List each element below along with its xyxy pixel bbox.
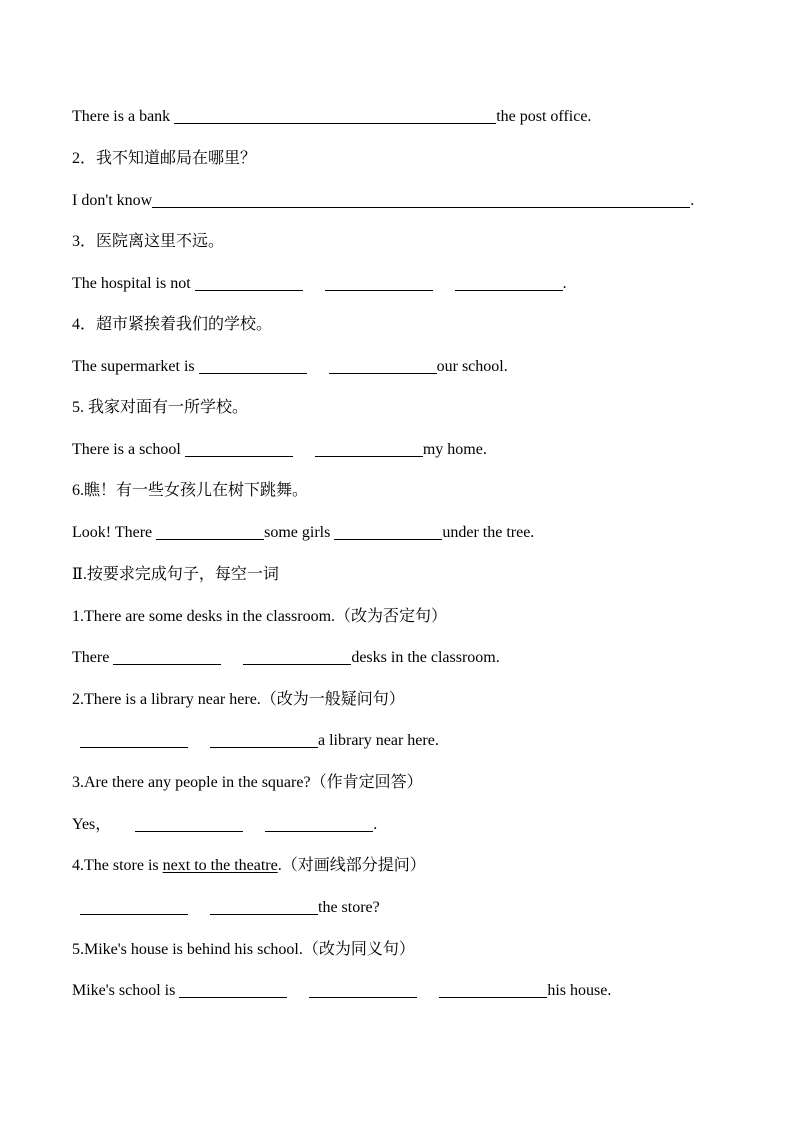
question-2: 2．我不知道邮局在哪里？ <box>72 150 257 167</box>
sentence-prefix: I don't know <box>72 192 153 209</box>
answer-blank[interactable] <box>152 191 690 208</box>
section-2-heading: Ⅱ.按要求完成句子，每空一词 <box>72 566 279 583</box>
sentence-prefix: There is a school <box>72 441 185 458</box>
exercise-line-5 <box>72 439 734 461</box>
sentence-prefix: There <box>72 649 114 666</box>
answer-blank[interactable] <box>80 898 188 915</box>
section-2-answer-1 <box>72 647 734 669</box>
answer-blank[interactable] <box>195 274 303 291</box>
section-2-question-2: 2.There is a library near here.（改为一般疑问句） <box>72 691 405 708</box>
sentence-prefix: There is a bank <box>72 108 175 125</box>
sentence-suffix: . <box>690 192 695 209</box>
answer-blank[interactable] <box>80 731 188 748</box>
question-3: 3．医院离这里不远。 <box>72 233 225 250</box>
sentence-suffix: . <box>562 275 567 292</box>
sentence-prefix: Mike's school is <box>72 982 180 999</box>
sentence-suffix: a library near here. <box>318 732 439 749</box>
answer-blank[interactable] <box>329 357 437 374</box>
underlined-phrase: next to the theatre <box>162 857 278 874</box>
section-2-answer-5 <box>72 980 734 1002</box>
sentence-suffix: his house. <box>547 982 612 999</box>
answer-blank[interactable] <box>199 357 307 374</box>
sentence-prefix: The supermarket is <box>72 358 199 375</box>
sentence-suffix: under the tree. <box>442 524 535 541</box>
question-after: .（对画线部分提问） <box>277 857 426 874</box>
sentence-prefix: Look! There <box>72 524 157 541</box>
sentence-suffix: the store? <box>318 899 380 916</box>
answer-blank[interactable] <box>334 523 442 540</box>
sentence-suffix: the post office. <box>496 108 592 125</box>
section-2-question-5: 5.Mike's house is behind his school.（改为同义句） <box>72 941 415 958</box>
section-2-answer-2 <box>72 730 734 752</box>
sentence-suffix: desks in the classroom. <box>351 649 500 666</box>
answer-blank[interactable] <box>439 981 547 998</box>
sentence-suffix: my home. <box>422 441 487 458</box>
exercise-line-2 <box>72 190 734 212</box>
answer-blank[interactable] <box>135 815 243 832</box>
answer-blank[interactable] <box>156 523 264 540</box>
answer-blank[interactable] <box>179 981 287 998</box>
answer-blank[interactable] <box>455 274 563 291</box>
question-5: 5. 我家对面有一所学校。 <box>72 399 249 416</box>
exercise-line-3 <box>72 273 734 295</box>
section-2-answer-4 <box>72 897 734 919</box>
answer-blank[interactable] <box>113 648 221 665</box>
exercise-line-6 <box>72 522 734 544</box>
section-2-question-1: 1.There are some desks in the classroom.（改为否定句） <box>72 608 448 625</box>
answer-blank[interactable] <box>243 648 351 665</box>
section-2-question-4 <box>72 855 734 877</box>
answer-blank[interactable] <box>265 815 373 832</box>
exercise-line-4 <box>72 356 734 378</box>
section-2-answer-3 <box>72 814 734 836</box>
answer-blank[interactable] <box>210 731 318 748</box>
sentence-suffix: . <box>373 816 378 833</box>
answer-blank[interactable] <box>315 440 423 457</box>
section-2-question-3: 3.Are there any people in the square?（作肯定回答） <box>72 774 423 791</box>
sentence-prefix: The hospital is not <box>72 275 195 292</box>
answer-blank[interactable] <box>185 440 293 457</box>
question-before: 4.The store is <box>72 857 163 874</box>
exercise-line-1 <box>72 106 734 128</box>
answer-blank[interactable] <box>309 981 417 998</box>
answer-blank[interactable] <box>174 107 496 124</box>
sentence-prefix: Yes， <box>72 816 112 833</box>
question-6: 6.瞧！有一些女孩儿在树下跳舞。 <box>72 482 309 499</box>
sentence-middle: some girls <box>264 524 335 541</box>
sentence-suffix: our school. <box>436 358 508 375</box>
answer-blank[interactable] <box>325 274 433 291</box>
question-4: 4．超市紧挨着我们的学校。 <box>72 316 273 333</box>
answer-blank[interactable] <box>210 898 318 915</box>
